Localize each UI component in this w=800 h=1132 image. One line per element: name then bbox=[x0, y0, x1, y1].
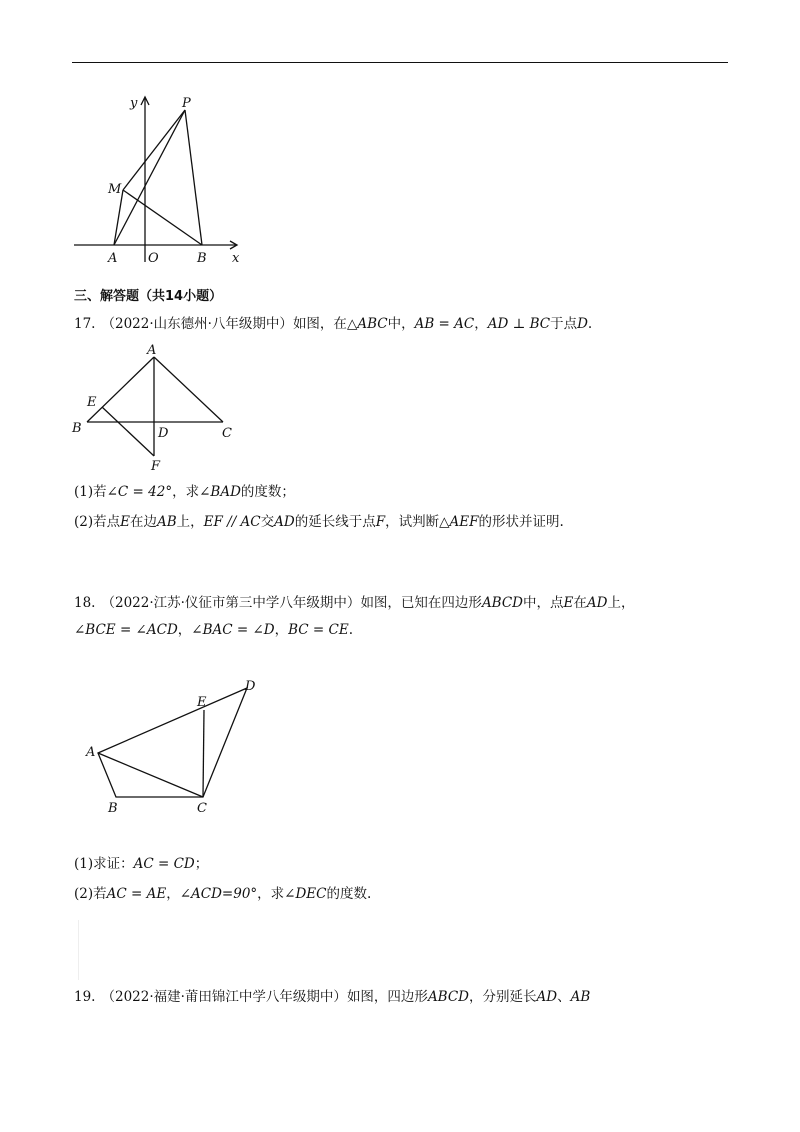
q17-source: （2022·山东德州·八年级期中） bbox=[101, 316, 293, 332]
section-title: 三、解答题（共14小题） bbox=[74, 289, 223, 304]
q18-part1-tail: ； bbox=[194, 856, 209, 872]
label-F: F bbox=[151, 459, 161, 474]
q18-part2-e2: ∠ACD=90° bbox=[179, 886, 258, 902]
label-A: A bbox=[147, 343, 157, 358]
q19-source: （2022·福建·莆田锦江中学八年级期中） bbox=[101, 989, 347, 1005]
q17-stem bbox=[74, 315, 592, 333]
q18-cond1: ∠BCE = ∠ACD bbox=[74, 622, 178, 638]
q18-part2 bbox=[74, 885, 371, 903]
figure-q18-quadrilateral bbox=[80, 670, 280, 820]
q18-stem-line1 bbox=[74, 594, 634, 612]
q17-part1-target: ∠BAD bbox=[199, 484, 241, 500]
q17-part1-prefix: (1)若 bbox=[74, 484, 107, 500]
q18-tail: 上， bbox=[607, 595, 635, 611]
quad-ABCD bbox=[98, 688, 247, 797]
q17-number: 17. bbox=[74, 316, 96, 332]
label-D: D bbox=[245, 679, 256, 694]
q17-triangle: △ABC bbox=[346, 316, 388, 332]
q17-part1-tail: 的度数； bbox=[240, 484, 295, 500]
q19-number: 19. bbox=[74, 989, 96, 1005]
q18-mid1: 中，点 bbox=[523, 595, 564, 611]
label-M: M bbox=[108, 182, 122, 197]
q17-sep: ， bbox=[474, 316, 488, 332]
q17-mid1: 中， bbox=[387, 316, 415, 332]
segment-EC bbox=[203, 710, 204, 797]
q18-part2-mid: ，求 bbox=[257, 886, 285, 902]
q18-part1 bbox=[74, 855, 208, 873]
label-B: B bbox=[72, 421, 82, 436]
q17-part2-t5: ，试判断 bbox=[385, 514, 440, 530]
q18-seg: AD bbox=[586, 595, 608, 611]
label-B: B bbox=[108, 801, 118, 816]
scan-artifact bbox=[78, 920, 79, 980]
segment-MP bbox=[123, 110, 185, 190]
label-E: E bbox=[197, 695, 207, 710]
label-D: D bbox=[158, 426, 169, 441]
q17-tail: 于点 bbox=[550, 316, 578, 332]
q19-seg2: AB bbox=[570, 989, 591, 1005]
q18-quad: ABCD bbox=[481, 595, 524, 611]
segment-MB bbox=[123, 190, 202, 245]
q18-number: 18. bbox=[74, 595, 96, 611]
q18-source: （2022·江苏·仪征市第三中学八年级期中） bbox=[101, 595, 361, 611]
q17-part2-e1: EF // AC bbox=[203, 514, 261, 530]
q19-quad: ABCD bbox=[427, 989, 470, 1005]
q17-eq1: AB = AC bbox=[414, 316, 475, 332]
segment-PB bbox=[185, 110, 202, 245]
q19-seg1: AD bbox=[536, 989, 558, 1005]
figure-q17-triangle bbox=[70, 340, 250, 472]
q17-part2-t3: 交 bbox=[260, 514, 275, 530]
q17-end: . bbox=[587, 316, 593, 332]
label-C: C bbox=[197, 801, 207, 816]
q18-part2-tail: 的度数. bbox=[326, 886, 372, 902]
q17-part1 bbox=[74, 483, 295, 501]
header-rule bbox=[72, 62, 728, 63]
q18-part1-prefix: (1)求证： bbox=[74, 856, 134, 872]
q17-intro: 如图，在 bbox=[292, 316, 347, 332]
q19-intro: 如图，四边形 bbox=[346, 989, 428, 1005]
q19-sep: 、 bbox=[557, 989, 571, 1005]
q17-part2-p5: △AEF bbox=[439, 514, 479, 530]
q18-part2-prefix: (2)若 bbox=[74, 886, 107, 902]
q18-part1-expr: AC = CD bbox=[133, 856, 195, 872]
q18-cond2: ∠BAC = ∠D bbox=[191, 622, 275, 638]
q17-part2-prefix: (2)若点 bbox=[74, 514, 121, 530]
q17-part2-t2: 上， bbox=[176, 514, 204, 530]
segment-AB bbox=[87, 357, 154, 422]
label-A: A bbox=[108, 251, 118, 266]
q18-sep2: ， bbox=[274, 622, 289, 638]
q17-part1-mid: ，求 bbox=[172, 484, 200, 500]
label-x: x bbox=[232, 251, 240, 266]
q18-mid2: 在 bbox=[573, 595, 587, 611]
q18-end: . bbox=[348, 622, 354, 638]
q17-part2-t1: 在边 bbox=[129, 514, 157, 530]
label-O: O bbox=[148, 251, 159, 266]
q18-part2-sep: ， bbox=[166, 886, 180, 902]
q17-part1-expr: ∠C = 42° bbox=[106, 484, 173, 500]
q18-stem-line2 bbox=[74, 621, 353, 639]
segment-AC bbox=[154, 357, 223, 422]
q17-part2-t4: 的延长线于点 bbox=[294, 514, 376, 530]
q17-part2-p4: F bbox=[375, 514, 386, 530]
q18-part2-e1: AC = AE bbox=[106, 886, 167, 902]
q17-part2-p3: AD bbox=[274, 514, 295, 530]
q17-part2-p1: E bbox=[120, 514, 130, 530]
label-B: B bbox=[197, 251, 207, 266]
label-P: P bbox=[182, 96, 191, 111]
label-y: y bbox=[130, 96, 138, 111]
label-A: A bbox=[86, 745, 96, 760]
q18-point: E bbox=[563, 595, 574, 611]
figure-q16-coordinate bbox=[60, 90, 260, 270]
q18-cond3: BC = CE bbox=[288, 622, 349, 638]
q17-part2-t6: 的形状并证明. bbox=[478, 514, 564, 530]
q17-part2-p2: AB bbox=[156, 514, 177, 530]
segment-EF bbox=[102, 407, 154, 456]
q18-part2-target: ∠DEC bbox=[284, 886, 327, 902]
segment-AP bbox=[114, 110, 185, 245]
q17-point: D bbox=[577, 316, 588, 332]
q17-part2 bbox=[74, 513, 564, 531]
label-C: C bbox=[222, 426, 232, 441]
q18-intro: 如图，已知在四边形 bbox=[360, 595, 482, 611]
q19-mid: ，分别延长 bbox=[469, 989, 537, 1005]
q19-stem bbox=[74, 988, 590, 1006]
q17-eq2: AD ⊥ BC bbox=[487, 316, 551, 332]
label-E: E bbox=[87, 395, 97, 410]
q18-sep1: ， bbox=[177, 622, 192, 638]
